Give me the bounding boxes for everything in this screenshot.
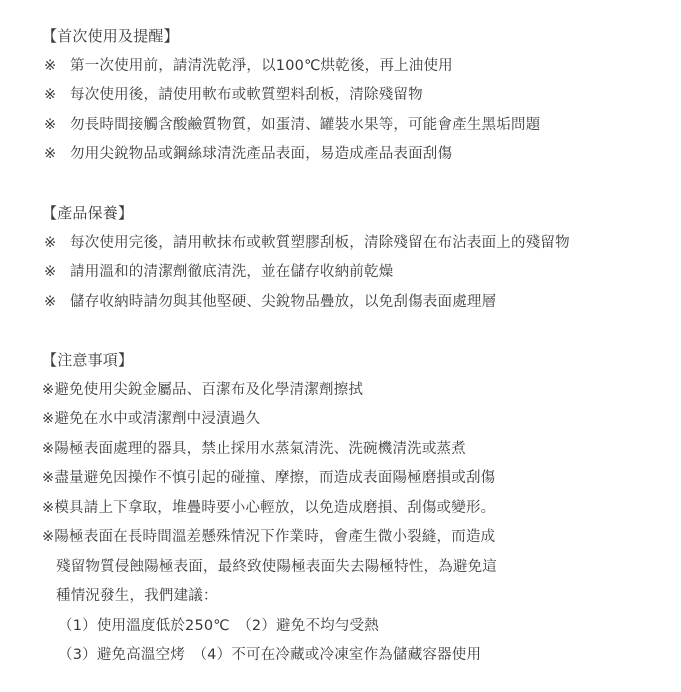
reference-mark: ※ xyxy=(44,146,57,162)
list-item: ※陽極表面在長時間溫差懸殊情況下作業時，會產生微小裂縫，而造成 xyxy=(42,529,496,545)
section-heading-maintenance: 【產品保養】 xyxy=(42,204,134,222)
list-item xyxy=(44,262,393,282)
reference-mark: ※ xyxy=(44,117,57,133)
list-item xyxy=(44,144,452,164)
list-item xyxy=(44,85,423,105)
reference-mark: ※ xyxy=(44,87,57,103)
list-item xyxy=(44,233,570,253)
list-item-continuation: 殘留物質侵蝕陽極表面，最終致使陽極表面失去陽極特性，為避免這 xyxy=(56,559,497,575)
list-item-continuation: 種情況發生，我們建議： xyxy=(56,588,218,604)
list-item xyxy=(44,292,496,312)
list-item xyxy=(44,115,540,135)
list-item-text: 勿長時間接觸含酸鹼質物質，如蛋清、罐裝水果等，可能會產生黑垢問題 xyxy=(70,117,541,133)
reference-mark: ※ xyxy=(44,294,57,310)
reference-mark: ※ xyxy=(44,235,57,251)
section-heading-precautions: 【注意事項】 xyxy=(42,351,134,369)
reference-mark: ※ xyxy=(44,58,57,74)
list-item-text: 第一次使用前，請清洗乾淨，以100℃烘乾後，再上油使用 xyxy=(70,58,453,74)
list-item: ※陽極表面處理的器具，禁止採用水蒸氣清洗、洗碗機清洗或蒸煮 xyxy=(42,441,466,457)
section-heading-first-use: 【首次使用及提醒】 xyxy=(42,27,179,45)
list-item xyxy=(44,56,453,76)
recommendation-line: （3）避免高溫空烤 （4）不可在冷藏或冷凍室作為儲藏容器使用 xyxy=(58,647,482,663)
reference-mark: ※ xyxy=(44,264,57,280)
recommendation-line: （1）使用溫度低於250℃ （2）避免不均勻受熱 xyxy=(58,618,379,634)
list-item: ※避免在水中或清潔劑中浸漬過久 xyxy=(42,411,261,427)
list-item-text: 每次使用後，請使用軟布或軟質塑料刮板，清除殘留物 xyxy=(70,87,423,103)
list-item-text: 每次使用完後，請用軟抹布或軟質塑膠刮板，清除殘留在布沾表面上的殘留物 xyxy=(70,235,570,251)
list-item-text: 請用溫和的清潔劑徹底清洗，並在儲存收納前乾燥 xyxy=(70,264,394,280)
list-item-text: 勿用尖銳物品或鋼絲球清洗產品表面，易造成產品表面刮傷 xyxy=(70,146,453,162)
list-item: ※避免使用尖銳金屬品、百潔布及化學清潔劑擦拭 xyxy=(42,382,364,398)
list-item: ※模具請上下拿取，堆疊時要小心輕放，以免造成磨損、刮傷或變形。 xyxy=(42,500,496,516)
list-item: ※盡量避免因操作不慎引起的碰撞、摩擦，而造成表面陽極磨損或刮傷 xyxy=(42,470,496,486)
list-item-text: 儲存收納時請勿與其他堅硬、尖銳物品疊放，以免刮傷表面處理層 xyxy=(70,294,497,310)
